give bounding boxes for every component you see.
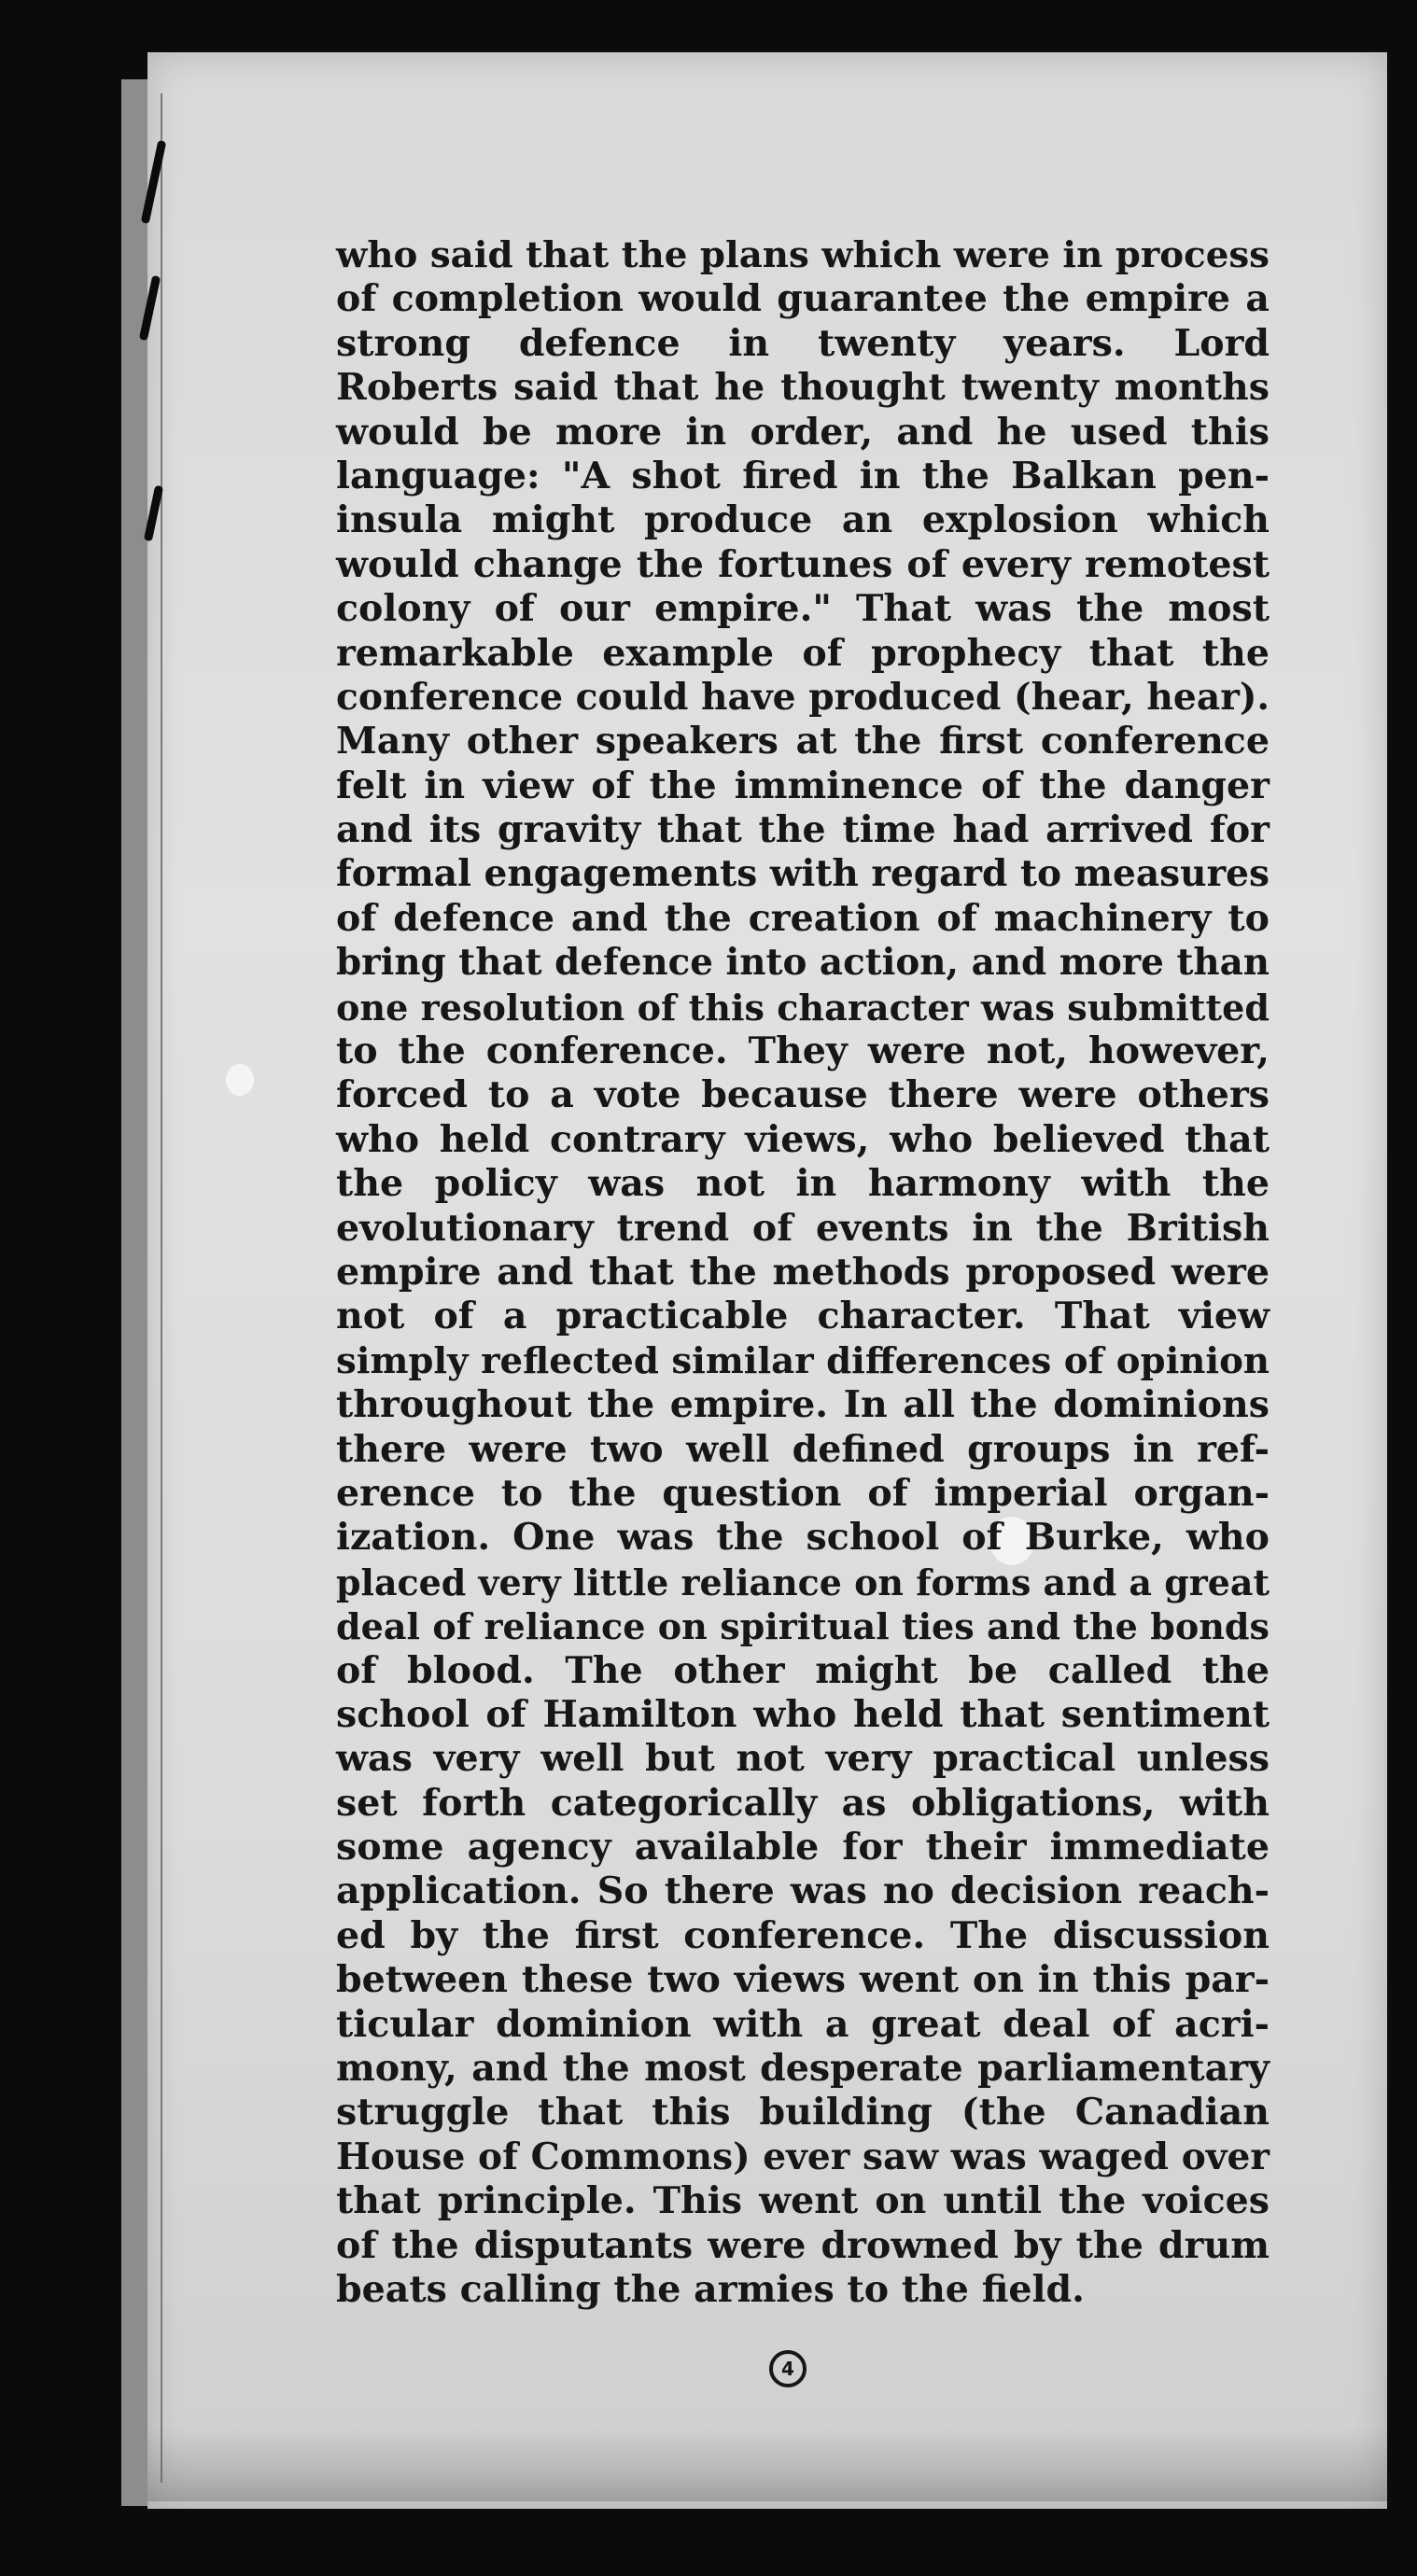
- text-line: of defence and the creation of machinery to: [336, 896, 1270, 940]
- page-left-rule: [161, 93, 162, 2483]
- text-line: conference could have produced (hear, hear).: [336, 675, 1270, 719]
- text-line: one resolution of this character was submitted: [336, 986, 1270, 1029]
- text-line: strong defence in twenty years. Lord: [336, 321, 1270, 365]
- text-line: not of a practicable character. That view: [336, 1295, 1270, 1338]
- paper-speck: [226, 1064, 254, 1096]
- text-line: mony, and the most desperate parliamentary: [336, 2047, 1270, 2091]
- text-line: of blood. The other might be called the: [336, 1648, 1270, 1692]
- text-line: felt in view of the imminence of the danger: [336, 763, 1270, 807]
- margin-dot: [1396, 1783, 1417, 1811]
- text-line: between these two views went on in this par-: [336, 1958, 1270, 2002]
- text-line: formal engagements with regard to measures: [336, 852, 1270, 896]
- page-number: 4: [769, 2350, 807, 2387]
- text-line: who held contrary views, who believed that: [336, 1117, 1270, 1161]
- text-line: Roberts said that he thought twenty months: [336, 366, 1270, 410]
- text-line: of completion would guarantee the empire a: [336, 277, 1270, 321]
- text-line: remarkable example of prophecy that the: [336, 631, 1270, 675]
- text-line: and its gravity that the time had arrived for: [336, 808, 1270, 852]
- text-line: evolutionary trend of events in the British: [336, 1206, 1270, 1250]
- text-line: the policy was not in harmony with the: [336, 1162, 1270, 1206]
- text-line: throughout the empire. In all the dominions: [336, 1383, 1270, 1427]
- text-line: deal of reliance on spiritual ties and the bonds: [336, 1605, 1270, 1648]
- text-line: there were two well defined groups in ref-: [336, 1427, 1270, 1471]
- text-line: ed by the first conference. The discussion: [336, 1913, 1270, 1957]
- document-body: [336, 233, 1270, 2312]
- text-line: set forth categorically as obligations, with: [336, 1781, 1270, 1825]
- text-line: language: "A shot fired in the Balkan pen-: [336, 454, 1270, 497]
- text-line: struggle that this building (the Canadian: [336, 2091, 1270, 2135]
- text-line: ization. One was the school of Burke, who: [336, 1516, 1270, 1560]
- text-line: of the disputants were drowned by the drum: [336, 2223, 1270, 2267]
- text-line: erence to the question of imperial organ-: [336, 1471, 1270, 1515]
- margin-dot: [1396, 882, 1417, 910]
- text-line: would be more in order, and he used this: [336, 410, 1270, 454]
- text-line: placed very little reliance on forms and a great: [336, 1561, 1270, 1603]
- text-line: Many other speakers at the first conference: [336, 720, 1270, 763]
- text-line: would change the fortunes of every remotest: [336, 542, 1270, 586]
- text-line: empire and that the methods proposed were: [336, 1250, 1270, 1294]
- text-line: colony of our empire." That was the most: [336, 587, 1270, 631]
- text-line: forced to a vote because there were others: [336, 1073, 1270, 1117]
- text-line: ticular dominion with a great deal of acri-: [336, 2002, 1270, 2046]
- page-bottom-shadow: [147, 2427, 1387, 2501]
- text-line: bring that defence into action, and more than: [336, 942, 1270, 985]
- text-line: insula might produce an explosion which: [336, 498, 1270, 542]
- text-line: who said that the plans which were in process: [336, 234, 1270, 276]
- text-line: House of Commons) ever saw was waged over: [336, 2135, 1270, 2178]
- text-line: application. So there was no decision reach-: [336, 1869, 1270, 1913]
- margin-dot: [1396, 285, 1417, 313]
- text-line: that principle. This went on until the voices: [336, 2179, 1270, 2223]
- text-line: beats calling the armies to the field.: [336, 2267, 1085, 2311]
- text-line: some agency available for their immediate: [336, 1826, 1270, 1869]
- text-line: school of Hamilton who held that sentiment: [336, 1692, 1270, 1736]
- text-line: simply reflected similar differences of opinion: [336, 1339, 1270, 1382]
- text-line: to the conference. They were not, however,: [336, 1029, 1270, 1073]
- text-line: was very well but not very practical unless: [336, 1737, 1270, 1781]
